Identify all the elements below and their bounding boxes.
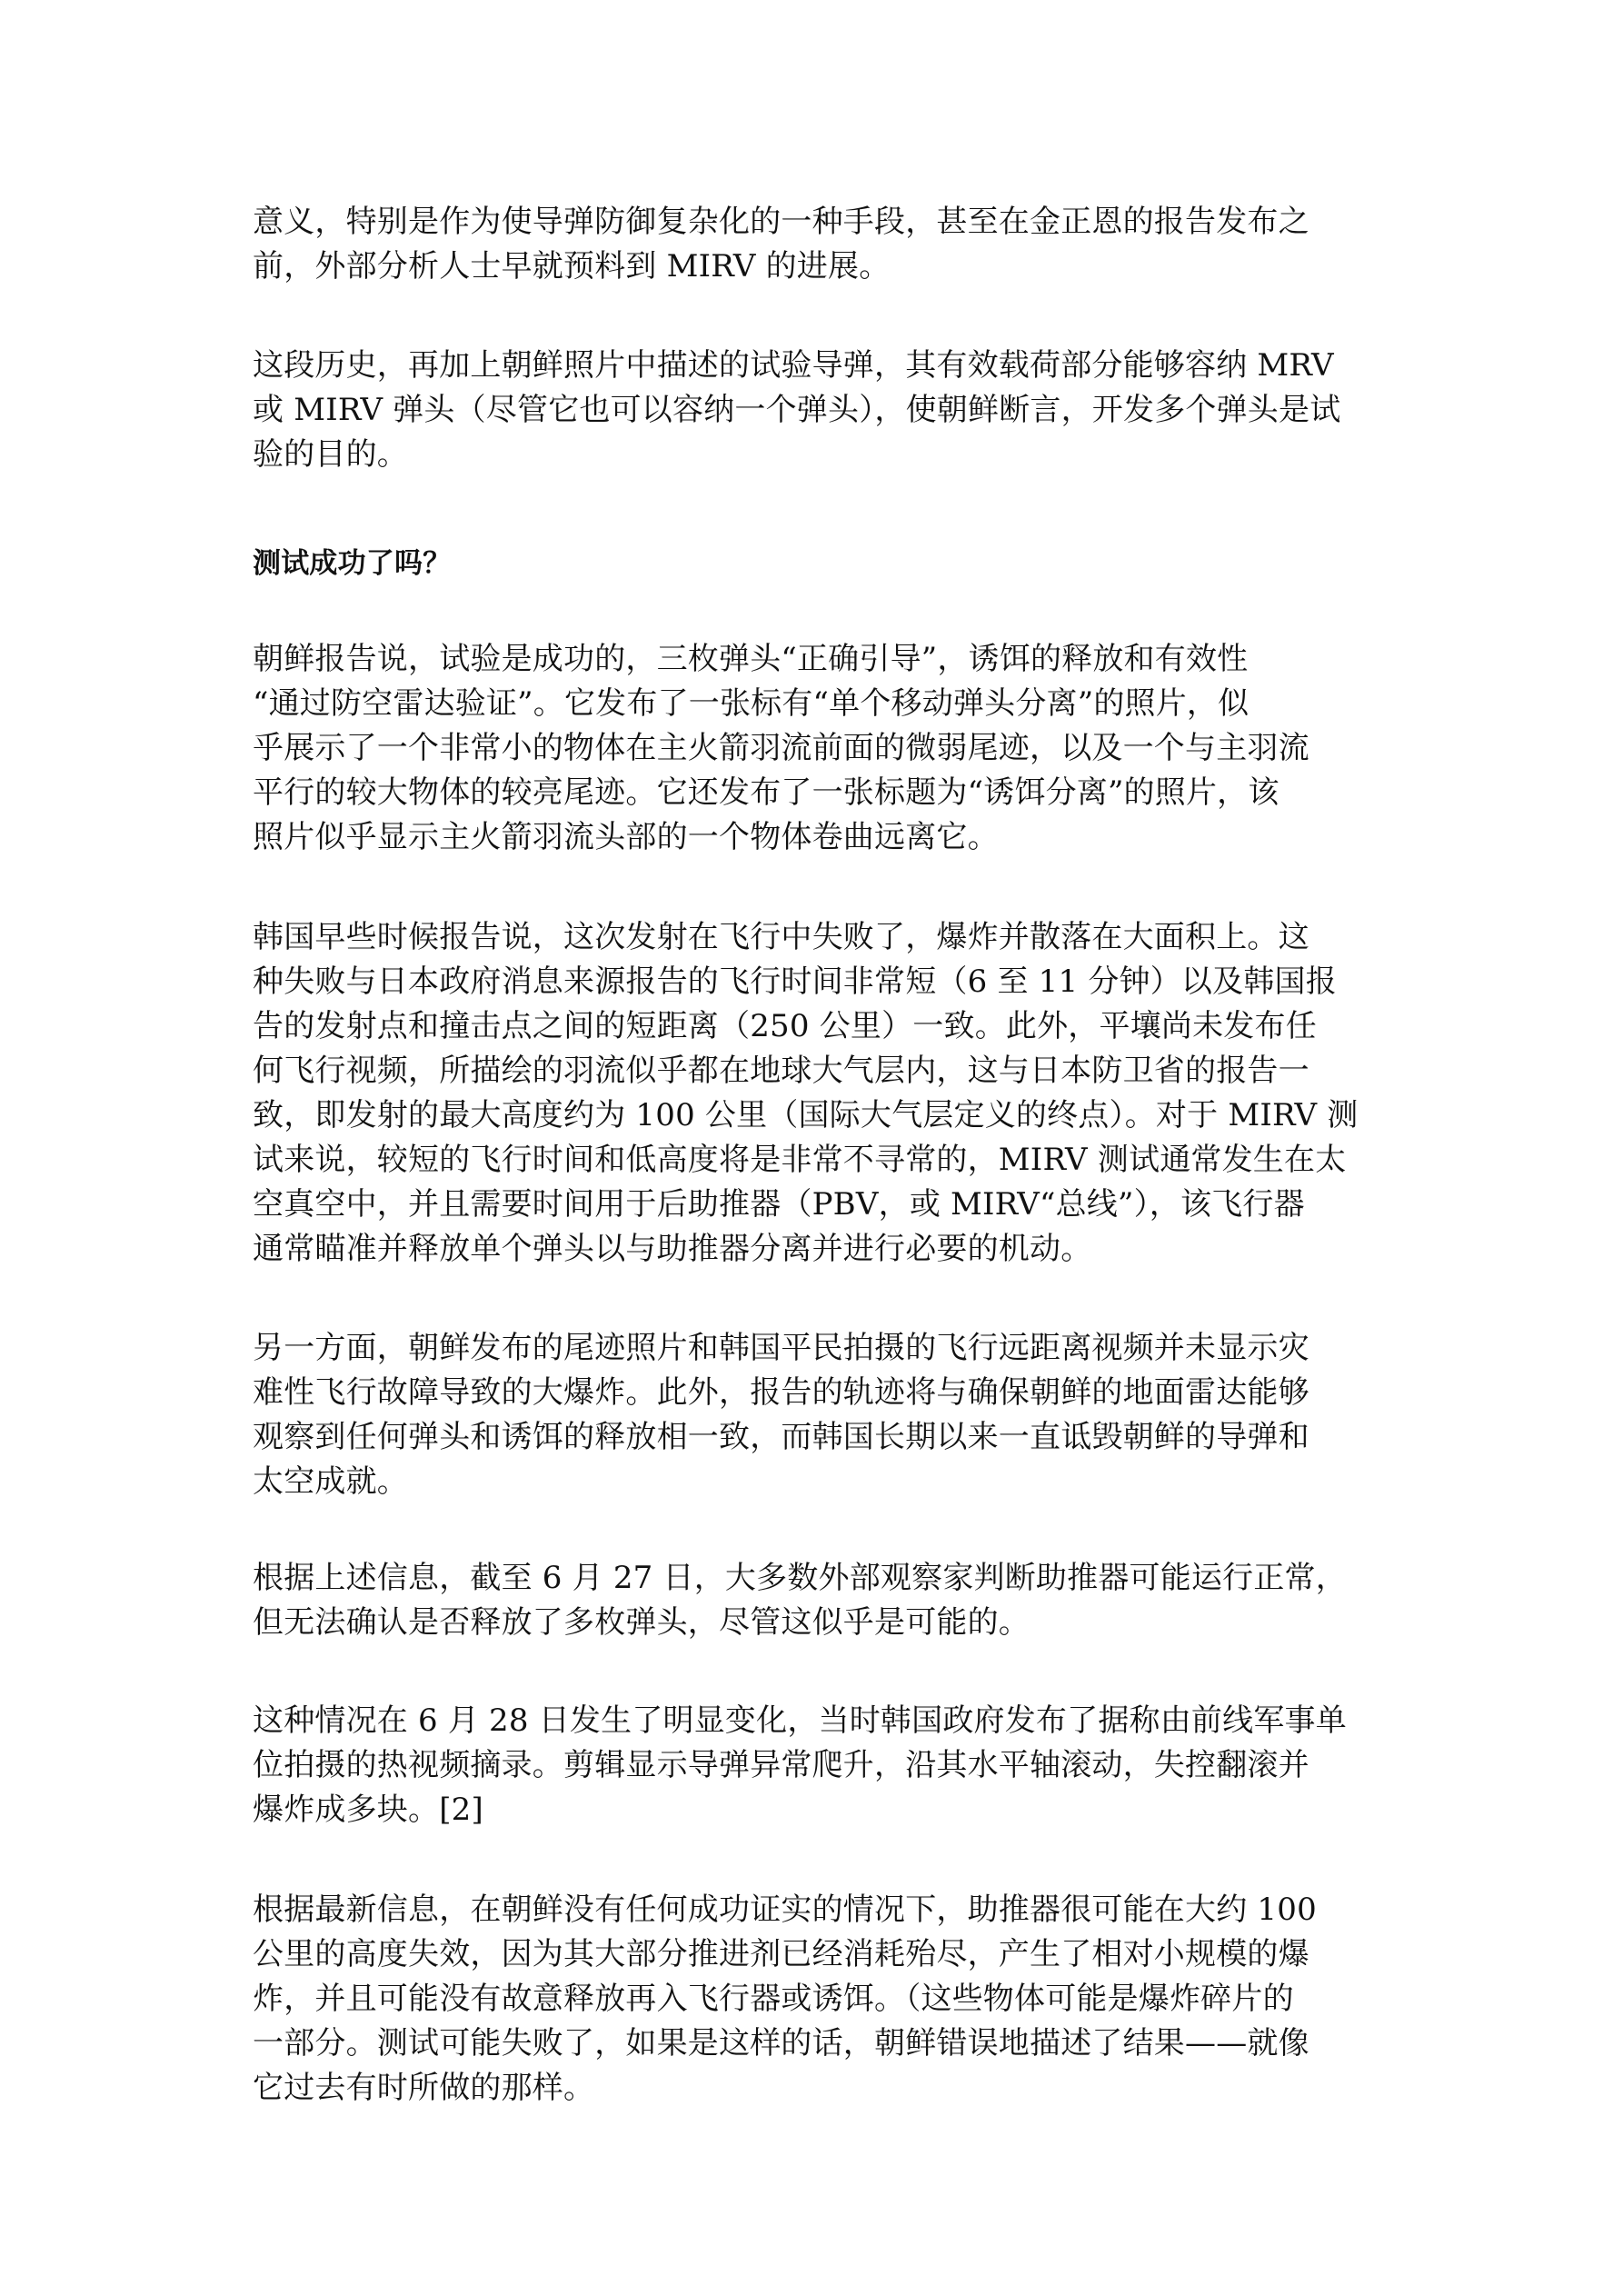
text-line: 平行的较大物体的较亮尾迹。它还发布了一张标题为“诱饵分离”的照片，该 <box>253 774 1279 811</box>
text-line: 意义，特别是作为使导弹防御复杂化的一种手段，甚至在金正恩的报告发布之 <box>253 204 1309 240</box>
text-line: 或 MIRV 弹头（尽管它也可以容纳一个弹头），使朝鲜断言，开发多个弹头是试 <box>253 392 1341 428</box>
text-line: 前，外部分析人士早就预料到 MIRV 的进展。 <box>253 248 891 285</box>
section-heading <box>253 542 1379 586</box>
text-line: 太空成就。 <box>253 1463 408 1500</box>
paragraph-8 <box>253 1888 1379 2111</box>
text-line: 它过去有时所做的那样。 <box>253 2070 595 2106</box>
text-line: 朝鲜报告说，试验是成功的，三枚弹头“正确引导”，诱饵的释放和有效性 <box>253 641 1249 677</box>
text-line: 试来说，较短的飞行时间和低高度将是非常不寻常的，MIRV 测试通常发生在太 <box>253 1142 1347 1178</box>
text-line: 通常瞄准并释放单个弹头以与助推器分离并进行必要的机动。 <box>253 1231 1092 1267</box>
text-line: 根据最新信息，在朝鲜没有任何成功证实的情况下，助推器很可能在大约 100 <box>253 1892 1317 1928</box>
text-line: 观察到任何弹头和诱饵的释放相一致，而韩国长期以来一直诋毁朝鲜的导弹和 <box>253 1419 1309 1455</box>
text-line: “通过防空雷达验证”。它发布了一张标有“单个移动弹头分离”的照片，似 <box>253 685 1250 722</box>
paragraph-3 <box>253 637 1379 860</box>
text-line: 这种情况在 6 月 28 日发生了明显变化，当时韩国政府发布了据称由前线军事单 <box>253 1702 1347 1739</box>
text-line: 炸，并且可能没有故意释放再入飞行器或诱饵。（这些物体可能是爆炸碎片的 <box>253 1981 1294 2017</box>
text-line: 公里的高度失效，因为其大部分推进剂已经消耗殆尽，产生了相对小规模的爆 <box>253 1936 1309 1972</box>
paragraph-2 <box>253 344 1379 477</box>
text-line: 何飞行视频，所描绘的羽流似乎都在地球大气层内，这与日本防卫省的报告一 <box>253 1053 1309 1089</box>
text-line: 根据上述信息，截至 6 月 27 日，大多数外部观察家判断助推器可能运行正常， <box>253 1560 1347 1596</box>
text-line: 致，即发射的最大高度约为 100 公里（国际大气层定义的终点）。对于 MIRV 测 <box>253 1097 1359 1133</box>
text-line: 难性飞行故障导致的大爆炸。此外，报告的轨迹将与确保朝鲜的地面雷达能够 <box>253 1374 1309 1411</box>
text-line: 一部分。测试可能失败了，如果是这样的话，朝鲜错误地描述了结果——就像 <box>253 2025 1309 2061</box>
text-line: 验的目的。 <box>253 436 408 473</box>
paragraph-6 <box>253 1556 1379 1645</box>
text-line: 告的发射点和撞击点之间的短距离（250 公里）一致。此外，平壤尚未发布任 <box>253 1008 1317 1044</box>
text-line: 但无法确认是否释放了多枚弹头，尽管这似乎是可能的。 <box>253 1604 1030 1641</box>
text-line: 空真空中，并且需要时间用于后助推器（PBV，或 MIRV“总线”），该飞行器 <box>253 1186 1305 1223</box>
text-line: 这段历史，再加上朝鲜照片中描述的试验导弹，其有效载荷部分能够容纳 MRV <box>253 347 1334 384</box>
text-line: 位拍摄的热视频摘录。剪辑显示导弹异常爬升，沿其水平轴滚动，失控翻滚并 <box>253 1747 1309 1783</box>
text-line: 爆炸成多块。[2] <box>253 1792 483 1828</box>
paragraph-5 <box>253 1326 1379 1504</box>
text-line: 韩国早些时候报告说，这次发射在飞行中失败了，爆炸并散落在大面积上。这 <box>253 919 1309 955</box>
paragraph-7 <box>253 1699 1379 1832</box>
text-line: 乎展示了一个非常小的物体在主火箭羽流前面的微弱尾迹，以及一个与主羽流 <box>253 730 1309 766</box>
heading-text: 测试成功了吗？ <box>253 547 452 580</box>
text-line: 照片似乎显示主火箭羽流头部的一个物体卷曲远离它。 <box>253 819 999 855</box>
paragraph-4 <box>253 915 1379 1272</box>
text-line: 另一方面，朝鲜发布的尾迹照片和韩国平民拍摄的飞行远距离视频并未显示灾 <box>253 1330 1309 1366</box>
paragraph-1 <box>253 200 1379 289</box>
text-line: 种失败与日本政府消息来源报告的飞行时间非常短（6 至 11 分钟）以及韩国报 <box>253 963 1337 1000</box>
